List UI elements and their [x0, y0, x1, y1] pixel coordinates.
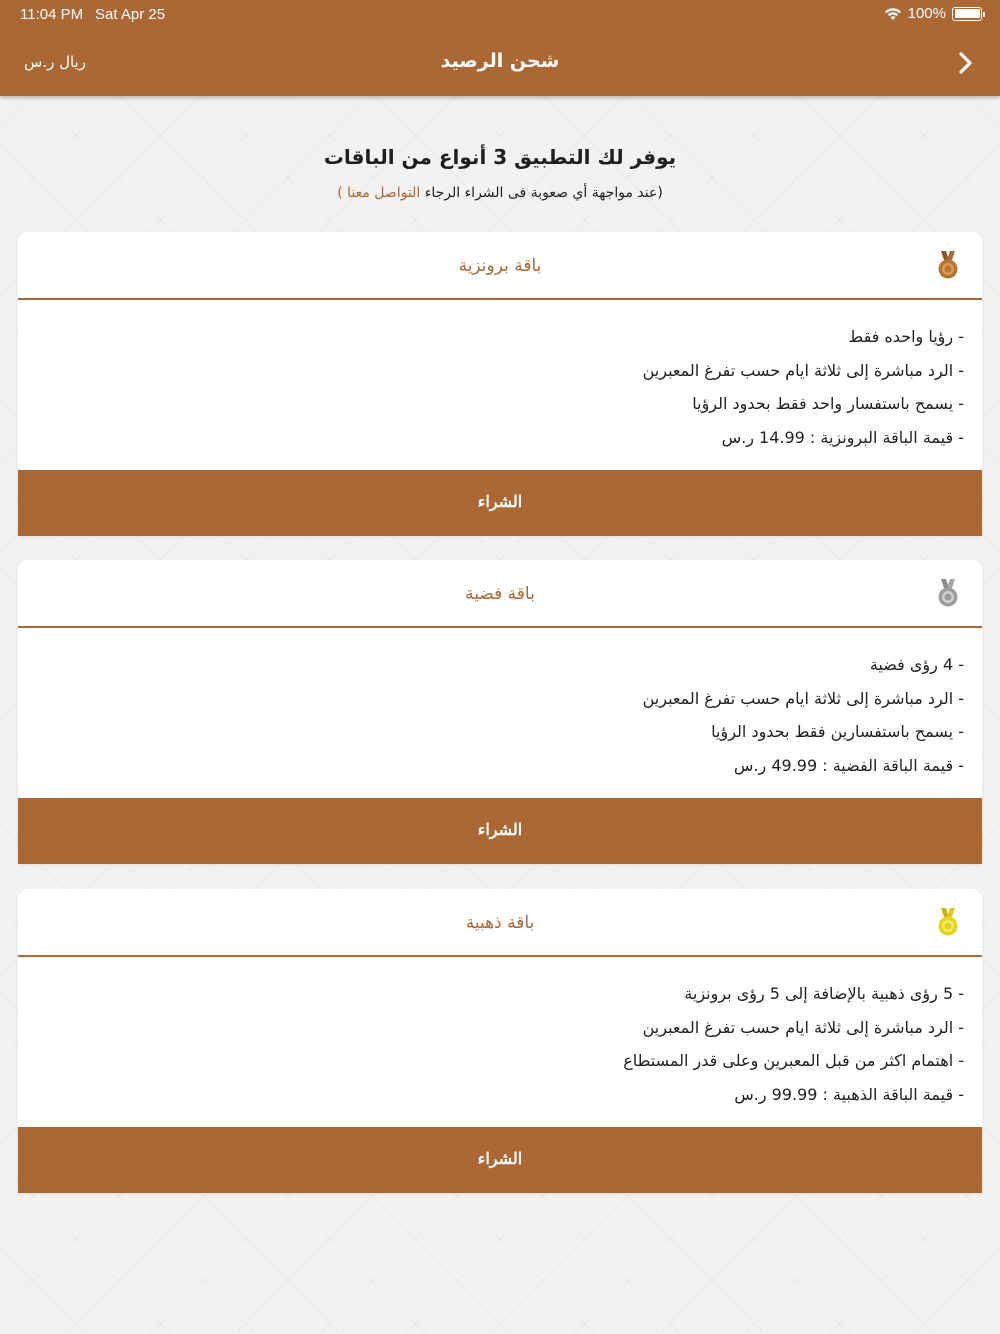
battery-icon: [952, 7, 982, 21]
silver-medal-icon: [936, 578, 960, 608]
status-bar: [0, 0, 1000, 30]
package-card-silver: [18, 560, 982, 864]
bronze-medal-icon: [936, 250, 960, 280]
buy-bronze-button[interactable]: الشراء: [18, 470, 982, 536]
package-header: [18, 232, 982, 300]
intro-title: يوفر لك التطبيق 3 أنواع من الباقات: [323, 145, 677, 169]
wifi-icon: [884, 7, 902, 21]
feature-item: - الرد مباشرة إلى ثلاثة ايام حسب تفرغ المعبرين: [642, 688, 964, 708]
package-title: باقة برونزية: [458, 256, 542, 276]
package-features: [18, 957, 982, 1127]
feature-item: - يسمح باستفسار واحد فقط بحدود الرؤيا: [692, 394, 964, 413]
package-header: [18, 560, 982, 628]
gold-medal-icon: [936, 907, 960, 937]
package-features: [18, 300, 982, 470]
status-indicators: [884, 5, 982, 22]
feature-item: - الرد مباشرة إلى ثلاثة ايام حسب تفرغ المعبرين: [642, 1017, 964, 1037]
buy-gold-button[interactable]: الشراء: [18, 1127, 982, 1193]
status-date: Sat Apr 25: [95, 6, 166, 23]
package-header: [18, 889, 982, 957]
intro-note: [0, 185, 1000, 201]
package-card-bronze: [18, 232, 982, 536]
page-title: شحن الرصيد: [440, 50, 560, 72]
intro-note-text: (عند مواجهة أي صعوبة فى الشراء الرجاء: [420, 185, 663, 201]
feature-item: - اهتمام اكثر من قبل المعبرين وعلى قدر المستطاع: [623, 1051, 964, 1070]
feature-item: - يسمح باستفسارين فقط بحدود الرؤيا: [711, 722, 964, 741]
feature-item: - 5 رؤى ذهبية بالإضافة إلى 5 رؤى برونزية: [684, 984, 964, 1003]
package-title: باقة ذهبية: [465, 913, 535, 933]
status-time: 11:04 PM: [20, 6, 84, 23]
package-card-gold: [18, 889, 982, 1193]
chevron-right-icon[interactable]: [956, 50, 976, 76]
feature-item: - قيمة الباقة الذهبية : 99.99 ر.س: [734, 1084, 964, 1104]
feature-item: - قيمة الباقة البرونزية : 14.99 ر.س: [721, 427, 964, 447]
feature-item: - 4 رؤى فضية: [869, 655, 964, 674]
feature-item: - رؤيا واحده فقط: [848, 327, 964, 346]
contact-us-link[interactable]: التواصل معنا ): [337, 185, 421, 201]
intro-section: [0, 145, 1000, 201]
battery-percent: 100%: [907, 5, 946, 22]
navigation-header: [0, 0, 1000, 96]
currency-label: ريال ر.س: [24, 53, 86, 71]
package-features: [18, 628, 982, 798]
feature-item: - الرد مباشرة إلى ثلاثة ايام حسب تفرغ المعبرين: [642, 360, 964, 380]
buy-silver-button[interactable]: الشراء: [18, 798, 982, 864]
package-title: باقة فضية: [465, 584, 535, 604]
feature-item: - قيمة الباقة الفضية : 49.99 ر.س: [733, 755, 964, 775]
